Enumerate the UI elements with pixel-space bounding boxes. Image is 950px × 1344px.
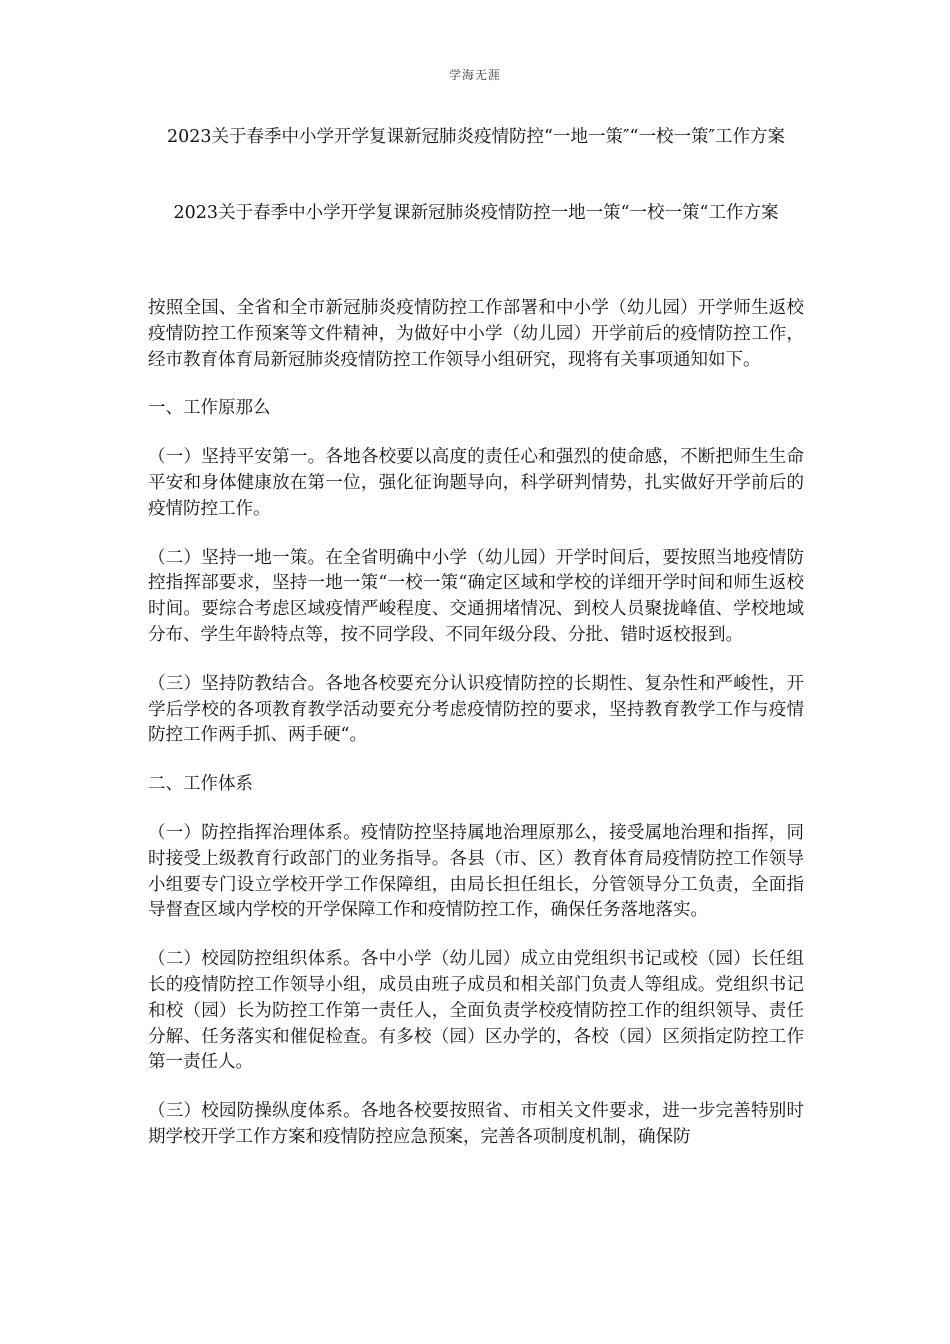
document-subtitle: 2023关于春季中小学开学复课新冠肺炎疫情防控一地一策“一校一策“工作方案 xyxy=(173,203,779,223)
principle-paragraph-3: （三）坚持防教结合。各地各校要充分认识疫情防控的长期性、复杂性和严峻性，开学后学校的各项教育教学活动要充分考虑疫情防控的要求，坚持教育教学工作与疫情防控工作两手抓、两手硬“。 xyxy=(148,673,804,746)
system-paragraph-3: （三）校园防操纵度体系。各地各校要按照省、市相关文件要求，进一步完善特别时期学校开学工作方案和疫情防控应急预案，完善各项制度机制，确保防 xyxy=(148,1101,804,1147)
page-header: 学海无涯 xyxy=(448,68,501,82)
system-paragraph-1: （一）防控指挥治理体系。疫情防控坚持属地治理原那么，接受属地治理和指挥，同时接受上级教育行政部门的业务指导。各县（市、区）教育体育局疫情防控工作领导小组要专门设立学校开学工作保障组，由局长担任组长，分管领导分工负责，全面指导督查区域内学校的开学保障工作和疫情防控工作，确保任务落地落实。 xyxy=(148,822,804,921)
section-heading-system: 二、工作体系 xyxy=(148,774,253,795)
section-heading-principles: 一、工作原那么 xyxy=(148,398,271,419)
system-paragraph-2: （二）校园防控组织体系。各中小学（幼儿园）成立由党组织书记或校（园）长任组长的疫情防控工作领导小组，成员由班子成员和相关部门负责人等组成。党组织书记和校（园）长为防控工作第一责任人，全面负责学校疫情防控工作的组织领导、责任分解、任务落实和催促检查。有多校（园）区办学的，各校（园）区须指定防控工作第一责任人。 xyxy=(148,949,804,1073)
intro-paragraph: 按照全国、全省和全市新冠肺炎疫情防控工作部署和中小学（幼儿园）开学师生返校疫情防控工作预案等文件精神，为做好中小学（幼儿园）开学前后的疫情防控工作，经市教育体育局新冠肺炎疫情防控工作领导小组研究，现将有关事项通知如下。 xyxy=(148,298,804,370)
document-body xyxy=(148,296,804,1174)
principle-paragraph-2: （二）坚持一地一策。在全省明确中小学（幼儿园）开学时间后，要按照当地疫情防控指挥部要求，坚持一地一策“一校一策“确定区域和学校的详细开学时间和师生返校时间。要综合考虑区域疫情严峻程度、交通拥堵情况、到校人员聚拢峰值、学校地域分布、学生年龄特点等，按不同学段、不同年级分段、分批、错时返校报到。 xyxy=(148,547,804,645)
principle-paragraph-1: （一）坚持平安第一。各地各校要以高度的责任心和强烈的使命感，不断把师生生命平安和身体健康放在第一位，强化征询题导向，科学研判情势，扎实做好开学前后的疫情防控工作。 xyxy=(148,447,804,519)
document-title: 2023关于春季中小学开学复课新冠肺炎疫情防控“一地一策″“一校一策″工作方案 xyxy=(166,127,785,147)
